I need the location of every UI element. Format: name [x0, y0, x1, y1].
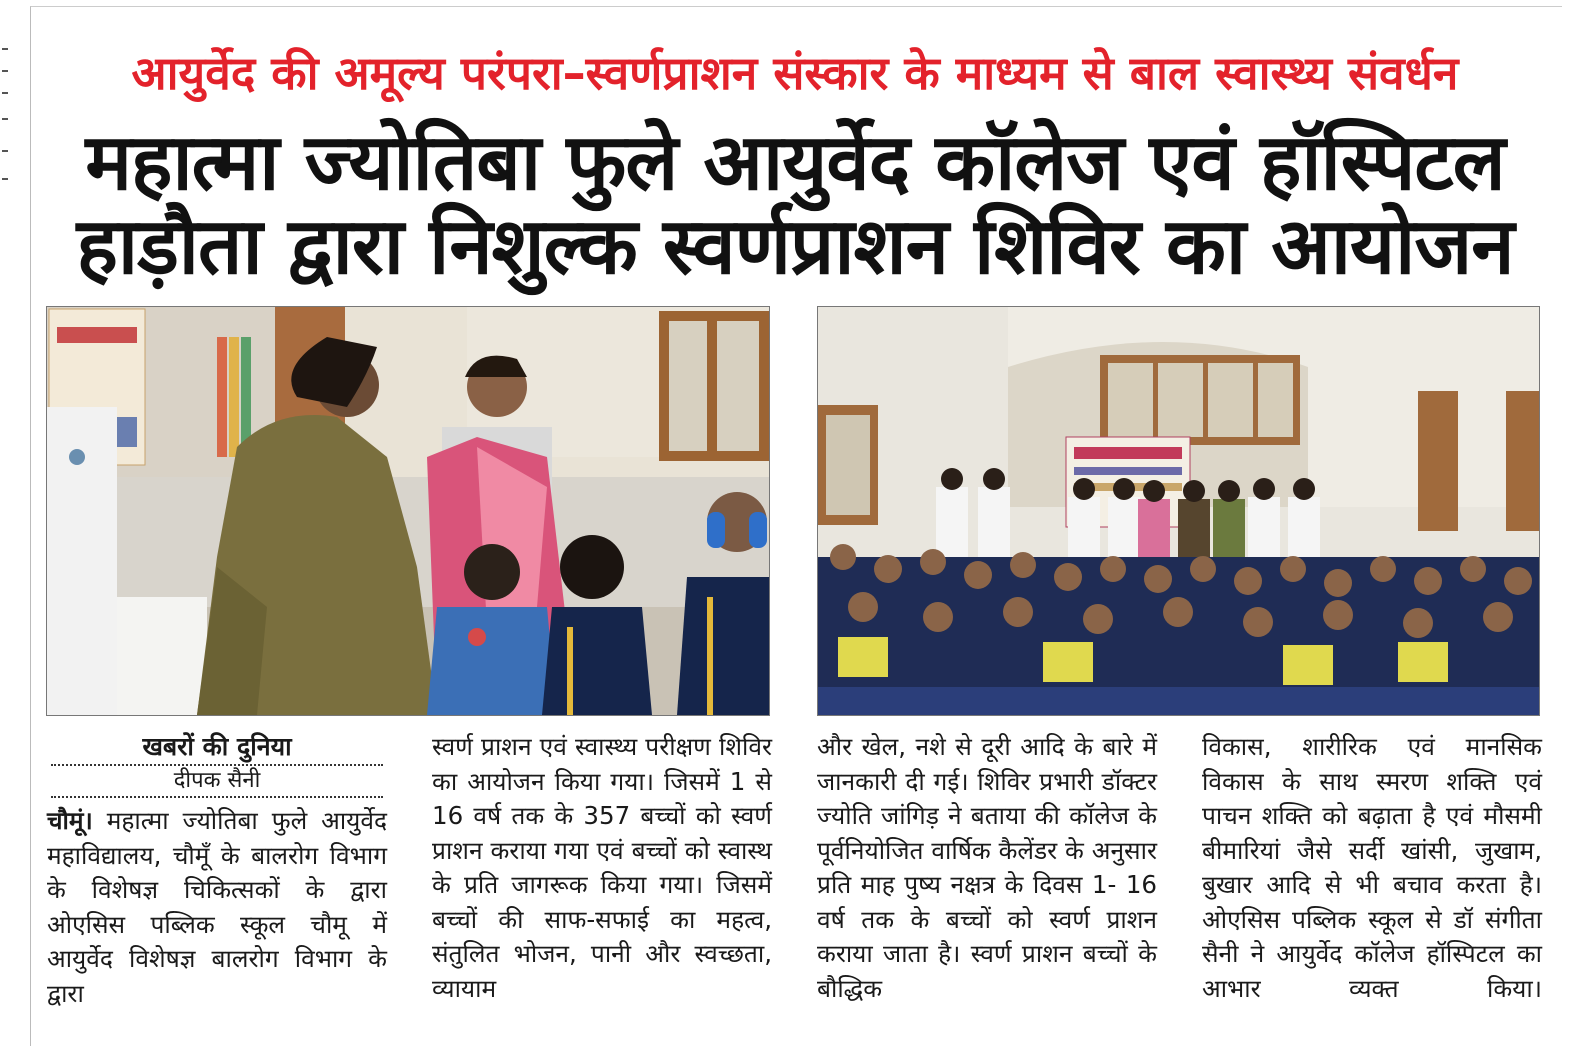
- main-headline-line-1: महात्मा ज्योतिबा फुले आयुर्वेद कॉलेज एवं हॉस्पिटल: [85, 118, 1505, 208]
- article-text-4: विकास, शारीरिक एवं मानसिक विकास के साथ स्मरण शक्ति एवं पाचन शक्ति को बढ़ाता है एवं मौसमी बीमारियां जैसे सर्दी खांसी, जुखाम, बुखार आदि से भी बचाव करता है। ओएसिस पब्लिक स्कूल से डॉ संगीता सैनी ने आयुर्वेद कॉलेज हॉस्पिटल का आभार व्यक्त किया।: [1202, 732, 1542, 1003]
- article-text-3: और खेल, नशे से दूरी आदि के बारे में जानकारी दी गई। शिविर प्रभारी डॉक्टर ज्योति जांगिड़ ने बताया की कॉलेज के पूर्वनियोजित वार्षिक कैलेंडर के अनुसार प्रति माह पुष्य नक्षत्र के दिवस 1- 16 वर्ष तक के बच्चों को स्वर्ण प्राशन कराया जाता है। स्वर्ण प्राशन बच्चों के बौद्धिक: [817, 732, 1157, 1003]
- swarnaprashan-drops-photo: [46, 306, 770, 716]
- main-headline-line-2: हाड़ौता द्वारा निशुल्क स्वर्णप्राशन शिविर का आयोजन: [76, 202, 1514, 292]
- byline: दीपक सैनी: [51, 764, 383, 798]
- group-photo-students: [817, 306, 1540, 716]
- article-column-2: [432, 730, 772, 1006]
- dateline: चौमूं।: [47, 806, 93, 835]
- article-column-3: [817, 730, 1157, 1006]
- article-column-4: [1202, 730, 1542, 1006]
- section-name: खबरों की दुनिया: [142, 732, 292, 761]
- article-text-2: स्वर्ण प्राशन एवं स्वास्थ्य परीक्षण शिविर का आयोजन किया गया। जिसमें 1 से 16 वर्ष तक के 357 बच्चों को स्वर्ण प्राशन कराया गया एवं बच्चों को स्वास्थ के प्रति जागरूक किया गया। जिसमें बच्चों की साफ-सफाई का महत्व, संतुलित भोजन, पानी और स्वच्छता, व्यायाम: [432, 732, 772, 1003]
- article-paragraph-1: [47, 804, 387, 1011]
- article-text-1: महात्मा ज्योतिबा फुले आयुर्वेद महाविद्यालय, चौमूँ के बालरोग विभाग के विशेषज्ञ चिकित्सकों के द्वारा ओएसिस पब्लिक स्कूल चौमू में आयुर्वेद विशेषज्ञ बालरोग विभाग के द्वारा: [47, 806, 387, 1008]
- article-column-1: [47, 730, 387, 1011]
- kicker-headline: आयुर्वेद की अमूल्य परंपरा–स्वर्णप्राशन संस्कार के माध्यम से बाल स्वास्थ्य संवर्धन: [131, 46, 1459, 100]
- page-margin-marks: [0, 0, 12, 1050]
